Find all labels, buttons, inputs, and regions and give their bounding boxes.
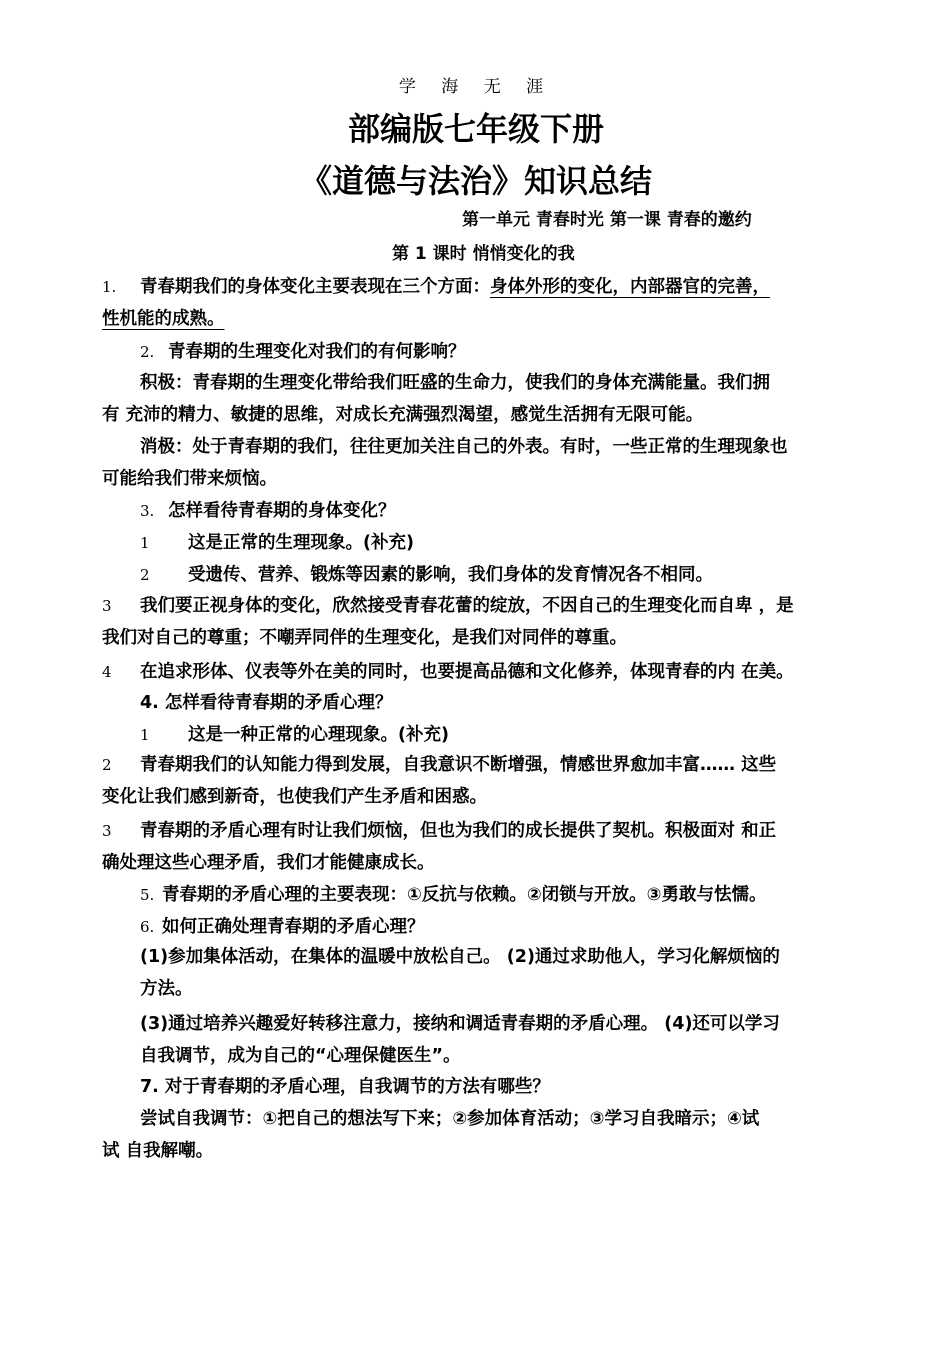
text-line: 我们对自己的尊重；不嘲弄同伴的生理变化，是我们对同伴的尊重。: [102, 628, 627, 648]
item-number: 4: [102, 663, 112, 681]
underlined-answer: 身体外形的变化，内部器官的完善，: [490, 277, 770, 297]
item-number: 2: [102, 756, 112, 774]
question-line: [140, 913, 425, 938]
underlined-answer: 性机能的成熟。: [102, 309, 225, 329]
text-line: [102, 658, 794, 683]
text-line: [102, 273, 770, 298]
item-number: 2.: [140, 343, 155, 361]
text-line: 消极：处于青春期的我们，往往更加关注自己的外表。有时，一些正常的生理现象也: [140, 437, 788, 457]
line-text: 青春期的矛盾心理的主要表现：①反抗与依赖。②闭锁与开放。③勇敢与怯懦。: [162, 885, 767, 905]
unit-heading: 第一单元 青春时光 第一课 青春的邀约: [462, 210, 752, 230]
text-line: 积极：青春期的生理变化带给我们旺盛的生命力，使我们的身体充满能量。我们拥: [140, 373, 770, 393]
text-line: 尝试自我调节：①把自己的想法写下来；②参加体育活动；③学习自我暗示；④试: [140, 1109, 760, 1129]
item-number: 3: [102, 822, 112, 840]
text-line: 有 充沛的精力、敏捷的思维，对成长充满强烈渴望，感觉生活拥有无限可能。: [102, 405, 704, 425]
text-line: [140, 561, 713, 586]
document-title: 部编版七年级下册: [347, 110, 604, 148]
text-line: 自我调节，成为自己的“心理保健医生”。: [140, 1046, 461, 1066]
text-line: 可能给我们带来烦恼。: [102, 469, 277, 489]
item-number: 2: [140, 566, 150, 584]
line-text: 这是一种正常的心理现象。(补充): [188, 725, 449, 745]
lesson-heading: 第 1 课时 悄悄变化的我: [392, 244, 575, 264]
text-line: [102, 817, 776, 842]
text-line: [140, 529, 414, 554]
text-line: [140, 721, 449, 746]
text-line: [102, 592, 794, 617]
item-number: 6.: [140, 918, 155, 936]
text-line: 变化让我们感到新奇，也使我们产生矛盾和困惑。: [102, 787, 487, 807]
line-text: 受遗传、营养、锻炼等因素的影响，我们身体的发育情况各不相同。: [188, 565, 713, 585]
document-subtitle: 《道德与法治》知识总结: [299, 162, 652, 200]
question-line: 4. 怎样看待青春期的矛盾心理？: [140, 693, 393, 713]
item-number: 3.: [140, 502, 155, 520]
item-number: 1: [140, 534, 150, 552]
item-number: 5.: [140, 886, 155, 904]
line-text: 在追求形体、仪表等外在美的同时，也要提高品德和文化修养，体现青春的内 在美。: [140, 662, 794, 682]
text-line: [140, 881, 766, 906]
line-text: 我们要正视身体的变化，欣然接受青春花蕾的绽放，不因自己的生理变化而自卑 ，是: [140, 596, 794, 616]
line-text: 青春期我们的身体变化主要表现在三个方面：: [140, 277, 490, 297]
question-line: [140, 497, 396, 522]
line-text: 怎样看待青春期的身体变化？: [168, 501, 396, 521]
text-line: (1)参加集体活动，在集体的温暖中放松自己。 (2)通过求助他人，学习化解烦恼的: [140, 947, 780, 967]
text-line: 试 自我解嘲。: [102, 1141, 214, 1161]
line-text: 这是正常的生理现象。(补充): [188, 533, 414, 553]
line-text: 青春期的生理变化对我们的有何影响？: [168, 342, 466, 362]
text-line: [102, 751, 776, 776]
question-line: 7. 对于青春期的矛盾心理，自我调节的方法有哪些？: [140, 1077, 550, 1097]
text-line: 方法。: [140, 979, 193, 999]
item-number: 1.: [102, 278, 117, 296]
item-number: 1: [140, 726, 150, 744]
text-line: (3)通过培养兴趣爱好转移注意力，接纳和调适青春期的矛盾心理。 (4)还可以学习: [140, 1014, 780, 1034]
page-header: 学 海 无 涯: [398, 77, 554, 97]
text-line: 确处理这些心理矛盾，我们才能健康成长。: [102, 853, 435, 873]
item-number: 3: [102, 597, 112, 615]
line-text: 青春期的矛盾心理有时让我们烦恼，但也为我们的成长提供了契机。积极面对 和正: [140, 821, 777, 841]
line-text: 青春期我们的认知能力得到发展，自我意识不断增强，情感世界愈加丰富…… 这些: [140, 755, 777, 775]
line-text: 如何正确处理青春期的矛盾心理？: [162, 917, 425, 937]
question-line: [140, 338, 466, 363]
